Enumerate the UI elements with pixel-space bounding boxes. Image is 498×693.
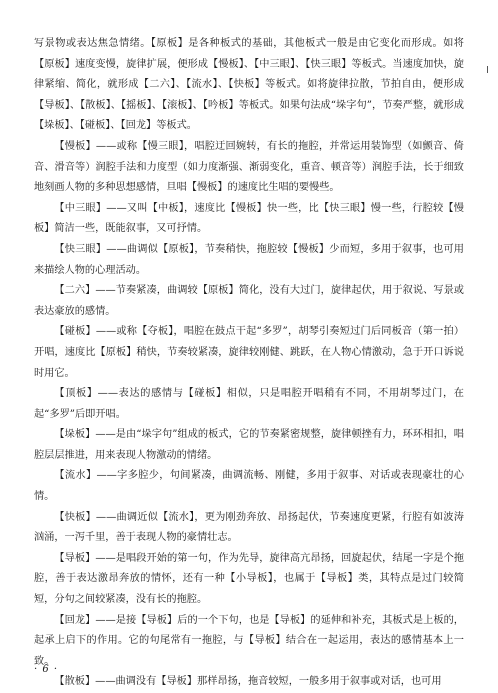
paragraph-manban: 【慢板】——或称【慢三眼】，唱腔迂回婉转，有长的拖腔，并常运用装饰型（如颤音、倚音、滑音等）润腔手法和力度型（如力度渐强、渐弱变化，重音、顿音等）润腔手法，长于细致地刻画人物的多种思想感情，旦唱【慢板】的速度比生唱的要慢些。	[34, 140, 464, 194]
paragraph-duoban: 【垛板】——是由“垛字句”组成的板式，它的节奏紧密规整，旋律顿挫有力，环环相扣，唱腔层层推进，用来表现人物激动的情绪。	[34, 429, 464, 461]
paragraph-sanban: 【散板】——曲调没有【导板】那样昂扬，拖音较短，一般多用于叙事或对话，也可用	[54, 676, 442, 688]
paragraph-pengban: 【碰板】——或称【夺板】，唱腔在鼓点干起“多罗”，胡琴引奏短过门后同板音（第一拍）开唱，速度比【原板】稍快，节奏较紧凑，旋律较刚健、跳跃，在人物心情激动，急于开口诉说时用它。	[34, 326, 464, 379]
paragraph-liushui: 【流水】——字多腔少，句间紧凑，曲调流畅、刚健，多用于叙事、对话或表现豪壮的心情。	[34, 470, 464, 503]
paragraph-intro: 写景物或表达焦急情绪。【原板】是各种板式的基础，其他板式一般是由它变化而形成。如将【原板】速度变慢，旋律扩展，便形成【慢板】、【中三眼】、【快三眼】等板式。当速度加快，旋律紧缩、简化，就形成【二六】、【流水】、【快板】等板式。如将旋律拉散，节拍自由，便形成【导板】、【散板】、【摇板】、【滚板】、【吟板】等板式。如果句法成“垛字句”，节奏严整，就形成【垛板】、【碰板】、【回龙】等板式。	[34, 38, 464, 132]
paragraph-daoban: 【导板】——是唱段开始的第一句，作为先导，旋律高亢昂扬，回旋起伏，结尾一字是个拖腔，善于表达激昂奔放的情怀，还有一种【小导板】，也属于【导板】类，其特点是过门较简短，分句之间较紧凑，没有长的拖腔。	[34, 552, 464, 606]
paragraph-zhongsanyan: 【中三眼】——又叫【中板】，速度比【慢板】快一些，比【快三眼】慢一些，行腔较【慢板】简洁一些，既能叙事，又可抒情。	[34, 202, 464, 235]
paragraph-kuaiban: 【快板】——曲调近似【流水】，更为刚劲奔放、昂扬起伏，节奏速度更紧，行腔有如波涛汹涌，一泻千里，善于表现人物的豪情壮志。	[34, 511, 464, 544]
margin-mark	[483, 66, 488, 73]
page-number: · 6 ·	[34, 664, 59, 675]
paragraph-kuaisanyan: 【快三眼】——曲调似【原板】，节奏稍快，拖腔较【慢板】少而短，多用于叙事，也可用来描绘人物的心理活动。	[34, 243, 464, 276]
paragraph-dingban: 【顶板】——表达的感情与【碰板】相似，只是唱腔开唱稍有不同，不用胡琴过门，在起“多罗”后即开唱。	[34, 388, 464, 420]
paragraph-huilong: 【回龙】——是接【导板】后的一个下句，也是【导板】的延伸和补充，其板式是上板的，起承上启下的作用。它的句尾常有一拖腔，与【导板】结合在一起运用，表达的感情基本上一致。	[34, 614, 464, 667]
paragraph-erliu: 【二六】——节奏紧凑，曲调较【原板】简化，没有大过门，旋律起伏，用于叙说、写景或表达豪放的感情。	[34, 285, 464, 317]
